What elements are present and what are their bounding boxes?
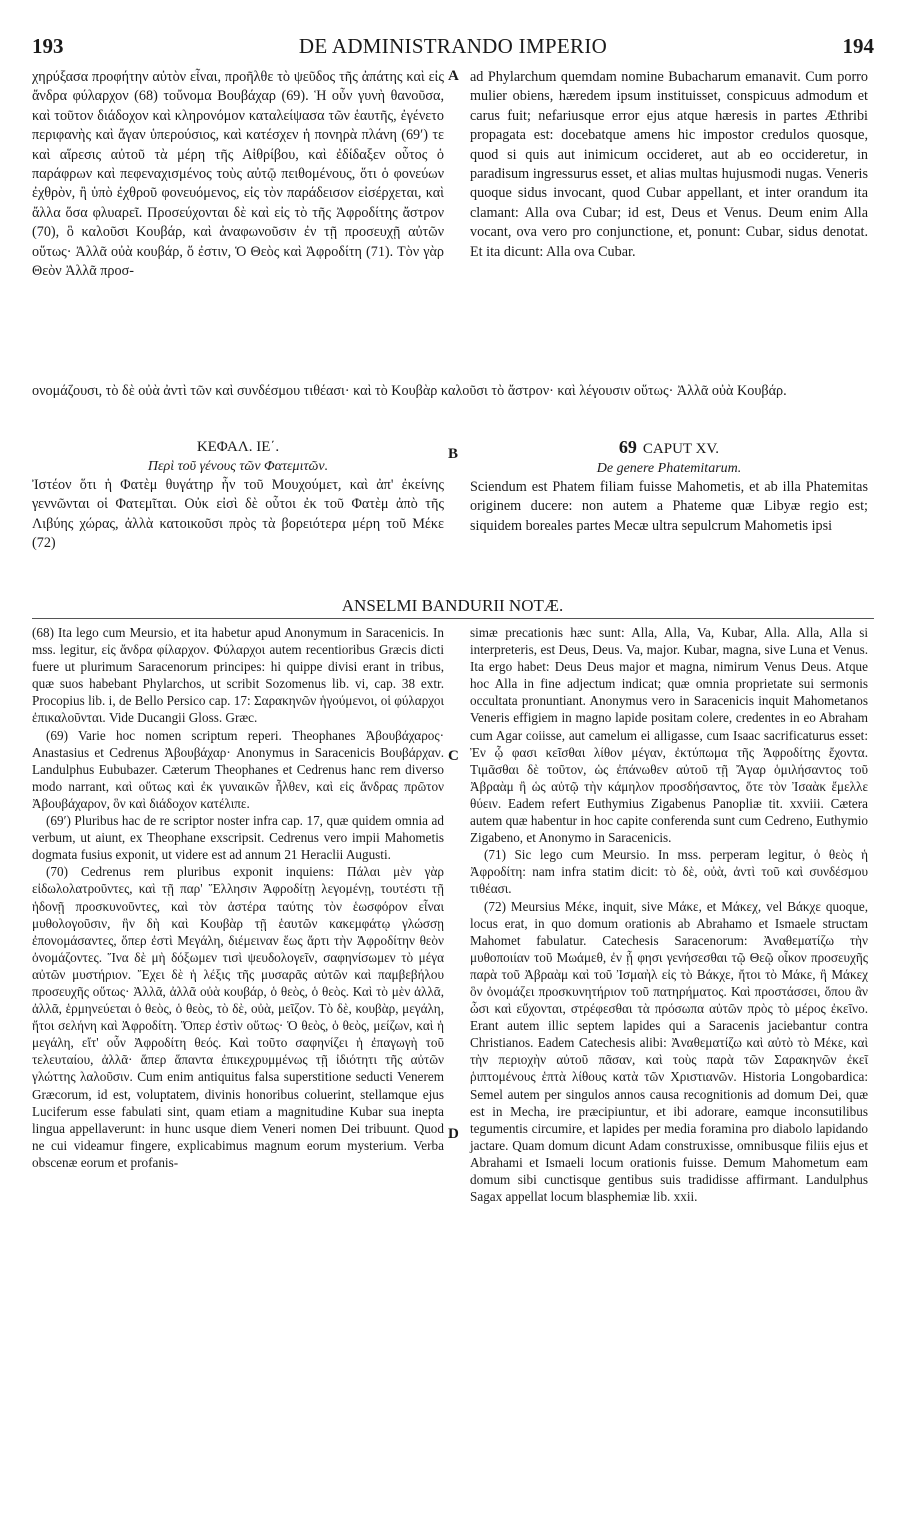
latin-chapter <box>470 438 868 536</box>
greek-chapter-heading: ΚΕΦΑΛ. ΙΕ΄. <box>196 439 280 455</box>
greek-full-width-line: ονομάζουσι, τὸ δὲ οὐὰ ἀντὶ τῶν καὶ συνδέσμου τιθέασι· καὶ τὸ Κουβὰρ καλοῦσι τὸ ἄστρον· καὶ λέγουσιν οὕτως· Ἀλλᾶ οὐὰ Κουβάρ. <box>32 383 787 399</box>
note-69-prime: (69′) Pluribus hac de re scriptor noster infra cap. 17, quæ quidem omnia ad verbum, ut aiunt, ex Theophane exscripsit. Cedrenus vero impii Mahometis dogmata fusius exponit, ut videre est ad annum 21 Heraclii Augusti. <box>32 813 444 863</box>
margin-marker-a: A <box>448 68 459 84</box>
note-70: (70) Cedrenus rem pluribus exponit inquiens: Πάλαι μὲν γὰρ εἰδωλολατροῦντες, καὶ τῇ παρ' Ἕλλησιν Ἀφροδίτῃ λεγομένῃ, τουτέστι τῇ ἡδονῇ προσκυνοῦντες, καὶ τὸν ἀστέρα ταύτης τὸν ἑωσφόρον εἶναι μυθολογοῦσιν, ἣν δὴ καὶ Κουβὰρ τῇ ἑαυτῶν κακεμφάτῳ γλώσσῃ ἐπονομάσαντες, ὅπερ ἐστὶ Μεγάλη, διέμειναν ἕως ἄρτι τὴν Ἀφροδίτην θεὸν ὀνομάζοντες. Ἵνα δὲ μὴ δόξωμεν τισὶ ψευδολογεῖν, σαφηνίσωμεν τὸ μέγα αὐτῶν μυστήριον. Ἔχει δὲ ἡ λέξις τῆς μυσαρᾶς αὐτῶν καὶ παμβεβήλου προσευχῆς οὕτως· Ἀλλᾶ, ἀλλᾶ οὐὰ κουβάρ, ὁ θεὸς, ὁ θεὸς. Καὶ τὸ μὲν ἀλλᾶ, ἀλλᾶ, ἑρμηνεύεται ὁ θεὸς, ὁ θεὸς, τὸ δὲ, οὐὰ, μεῖζον. Τὸ δὲ, κουβὰρ, μεγάλη, ἤτοι σελήνη καὶ Ἀφροδίτη. Ὅπερ ἐστὶν οὕτως· Ὁ θεὸς, ὁ θεὸς, μείζων, καὶ ἡ μεγάλη, εἴτ' οὖν Ἀφροδίτη θεός. Καὶ τοῦτο σαφηνίζει ἡ ἐπαγωγὴ τοῦ τελευταίου, ἀλλᾶ· ἅπερ ἅπαντα ἐπικεχρυμμένως τῇ ἰδιότητι τῆς αὐτῶν γλώττης λαλοῦσιν. Cum enim antiquitus falsa superstitione seducti Venerem Græcorum, id est, voluptatem, divinis honoribus coluerint, stellamque ejus Luciferum esse fabulati sint, quam etiam a magnitudine Kubar sua inepta lingua appellaverunt: in hunc usque diem Veneri nomen Dei tribuunt. Quod ne cui videamur fingere, explicabimus magnum eorum mysterium. Verba obscenæ eorum et profanis- <box>32 864 444 1170</box>
greek-chapter-subtitle: Περὶ τοῦ γένους τῶν Φατεμιτῶν. <box>147 459 329 474</box>
latin-chapter-subtitle: De genere Phatemitarum. <box>596 461 742 476</box>
latin-chapter-text: Sciendum est Phatem filiam fuisse Mahometis, et ab illa Phatemitas originem ducere: non autem a Phateme quæ Libyæ regio est; siquidem boreales partes Mecæ ultra sepulcrum Mahometis ipsi <box>470 479 868 534</box>
greek-paragraph: χηρύξασα προφήτην αὐτὸν εἶναι, προῆλθε τὸ ψεῦδος τῆς ἀπάτης καὶ εἰς ἄνδρα φύλαρχον (68) τοὔνομα Βουβάχαρ (69). Ἡ οὖν γυνὴ θανοῦσα, καὶ τοῦτον διάδοχον καὶ κληρονόμον καταλείψασα τῶν ἑαυτῆς, ἐγένετο περιφανὴς καὶ ἄγαν ὑπερούσιος, καὶ κατέσχεν ἡ πονηρὰ πλάνη (69′) τε καὶ αἵρεσις αὐτοῦ τὰ μέρη τῆς Αἰθρίβου, καὶ ἐδίδαξεν οὗτος ὁ παράφρων καὶ πεφεναχισμένος τοὺς αὐτῷ πειθομένους, ὅτι ὁ φονεύων ἐχθρὸν, ἢ ὑπὸ ἐχθροῦ φονευόμενος, εἰς τὸν παράδεισον εἰσέρχεται, καὶ ἄλλα ὅσα φλυαρεῖ. Προσεύχονται δὲ καὶ εἰς τὸ τῆς Ἀφροδίτης ἄστρον (70), ὃ καλοῦσι Κουβάρ, καὶ ἀναφωνοῦσιν ἐν τῇ προσευχῇ αὐτῶν οὕτως· Ἀλλᾶ οὐὰ κουβάρ, ὅ ἐστιν, Ὁ Θεὸς καὶ Ἀφροδίτη (71). Τὸν γὰρ Θεὸν Ἀλλᾶ προσ- <box>32 69 444 280</box>
latin-chapter-number: 69 <box>618 437 637 457</box>
notes-right-column <box>470 624 868 1205</box>
page-number-right: 194 <box>842 34 874 58</box>
margin-marker-c: C <box>448 748 459 764</box>
note-71: (71) Sic lego cum Meursio. In mss. perperam legitur, ὁ θεὸς ἡ Ἀφροδίτη: nam infra statim dicit: τὸ δὲ, οὐὰ, ἀντὶ τοῦ καὶ συνδέσμου τιθέασι. <box>470 847 868 897</box>
latin-paragraph: ad Phylarchum quemdam nomine Bubacharum emanavit. Cum porro mulier obiens, hæredem ipsum instituisset, conspicuus admodum et carus fuit; nefariusque error ejus atque hæresis in partes Æthribi propagata est: docebatque amens hic impostor credulos quosque, quod si quis aut inimicum occideret, aut ab eo occideretur, in paradisum ingressurus esset, et alias multas hujusmodi nugas. Veneris quoque sidus invocant, quod Cubar appellant, et inter orandum ita clamant: Alla ova Cubar; id est, Deus et Venus. Deum enim Alla vocant, ova vero pro conjunctione, et, ponunt: Cubar, sidus denotat. Et ita dicunt: Alla ova Cubar. <box>470 69 868 260</box>
greek-column-top <box>32 68 444 281</box>
note-72: (72) Meursius Μέκε, inquit, sive Μάκε, et Μάκεχ, vel Βάκχε quoque, locus erat, in quo domum orationis ab Abrahamo et Ismaele structam Mahomet fabulatur. Catechesis Saracenorum: Ἀναθεματίζω τὴν μυθοποιίαν τοῦ Μωάμεθ, ἐν ᾗ φησι γενήσεσθαι τῷ Θεῷ οἶκον προσευχῆς παρὰ τοῦ Ἀβραὰμ καὶ τοῦ Ἰσμαὴλ εἰς τὸ Βάκχε, ἤτοι τὸ Μάκε, ἢ Μάκεχ ὃν ὀνομάζει προσκυνητήριον τοῦ πατηρήματος. Καὶ προστάσσει, ὅπου ἂν ὦσι καὶ εὔχονται, στρέφεσθαι τὰ πρόσωπα αὐτῶν πρὸς τὸ μέρος ἐκεῖνο. Erant autem illic septem lapides qui a Saracenis jaciebantur contra Christianos. Eadem Catechesis alibi: Ἀναθεματίζω καὶ αὐτὸ τὸ Μέκε, καὶ τὴν περιοχὴν αὐτοῦ πᾶσαν, καὶ τοὺς παρὰ τῶν Σαρακηνῶν ἐκεῖ ῥιπτομένους ἑπτὰ λίθους κατὰ τῶν Χριστιανῶν. Historia Longobardica: Semel autem per singulos annos causa recognitionis ad domum Dei, quæ est in Mecha, ire præcipiuntur, et ibi adorare, eamque inconsutilibus tegumentis circumire, et lapides per media foramina pro diabolo lapidando jactare. Quam domum dicunt Adam construxisse, omnibusque filiis ejus et Abrahami et Ismaeli locum orationis fuisse. Demum Mahometum eam domum sibi cunctisque gentibus suis tradidisse affirmant. Landulphus Sagax appellat locum blasphemiæ lib. xxii. <box>470 898 868 1205</box>
running-title: DE ADMINISTRANDO IMPERIO <box>298 34 608 58</box>
notes-title: ANSELMI BANDURII NOTÆ. <box>341 596 564 615</box>
margin-marker-b: B <box>448 446 459 462</box>
latin-chapter-heading: CAPUT XV. <box>642 441 720 457</box>
running-header <box>32 34 874 60</box>
note-69: (69) Varie hoc nomen scriptum reperi. Theophanes Ἀβουβάχαρος· Anastasius et Cedrenus Ἀβουβάχαρ· Anonymus in Saracenicis Βουβάρχαν. Landulphus Eububazer. Cæterum Theophanes et Cedrenus hanc rem diverso modo narrant, καὶ οὕτως καὶ ἐκ γυναικῶν ἦλθεν, καὶ εἰς ἄνδρας πρῶτον Ἀβουβάχαρον, ὃν καὶ διάδοχον κατέλιπε. <box>32 727 444 811</box>
latin-column-top <box>470 68 868 262</box>
margin-marker-d: D <box>448 1126 459 1142</box>
greek-chapter <box>32 438 444 554</box>
notes-divider <box>32 618 874 619</box>
notes-left-column <box>32 624 444 1171</box>
page-number-left: 193 <box>32 34 64 58</box>
note-70-continued: simæ precationis hæc sunt: Alla, Alla, Va, Kubar, Alla. Alla, Alla si interpreteris, est Deus, Deus. Va, major. Kubar, magna, sive Luna et Venus. Ita ergo habet: Deus Deus major et magna, nimirum Venus Deus. Atque hoc Alla in fine adjectum indicat; quæ omnia proprietate sui sermonis occultata pronuntiant. Anonymus vero in Saracenicis inquit Mahometanos Veneris effigiem in magno lapide positam colere, credentes in eo Abraham cum Agar coiisse, aut camelum ei alligasse, cum Isaac sacrificaturus esset: Ἐν ᾧ φασι κεῖσθαι λίθον μέγαν, ἐκτύπωμα τῆς Ἀφροδίτης ἔχοντα. Τιμᾶσθαι δὲ τοῦτον, ὡς ἐπάνωθεν αὐτοῦ τῇ Ἄγαρ ὁμιλήσαντος τοῦ Ἀβραὰμ ἢ ὡς αὐτῷ τὴν κάμηλον προσδήσαντος, ὅτε τὸν Ἰσαὰκ ἔμελλε θύειν. Eadem refert Euthymius Zigabenus Panopliæ tit. xxviii. Cætera autem quæ habentur in hoc capite conferenda sunt cum Cedreno, Euthymio Zigabeno, et Anonymo in Saracenicis. <box>470 625 868 846</box>
note-68: (68) Ita lego cum Meursio, et ita habetur apud Anonymum in Saracenicis. In mss. legitur, εἰς ἄνδρα φίλαρχον. Φύλαρχοι autem recentioribus Græcis dicti fuere ut plurimum Saracenorum principes: hi quippe divisi erant in tribus, quæ suos habebant Phylarchos, ut scribit Sozomenus lib. vi, cap. 38 extr. Procopius lib. i, de Bello Persico cap. 17: Σαρακηνῶν ἡγούμενοι, οἱ φύλαρχοι ἐπικαλοῦνται. Vide Ducangii Gloss. Græc. <box>32 625 444 726</box>
greek-chapter-text: Ἰστέον ὅτι ἡ Φατὲμ θυγάτηρ ἦν τοῦ Μουχούμετ, καὶ ἀπ' ἐκείνης γεννῶνται οἱ Φατεμῖται. Οὐκ εἰσὶ δὲ οὗτοι ἐκ τοῦ Φατὲμ ἀπὸ τῆς Λιβύης χώρας, ἀλλὰ κατοικοῦσι πρὸς τὰ βορειότερα μέρη τοῦ Μέκε (72) <box>32 477 444 552</box>
latin-chapter-heading-line <box>470 438 868 459</box>
